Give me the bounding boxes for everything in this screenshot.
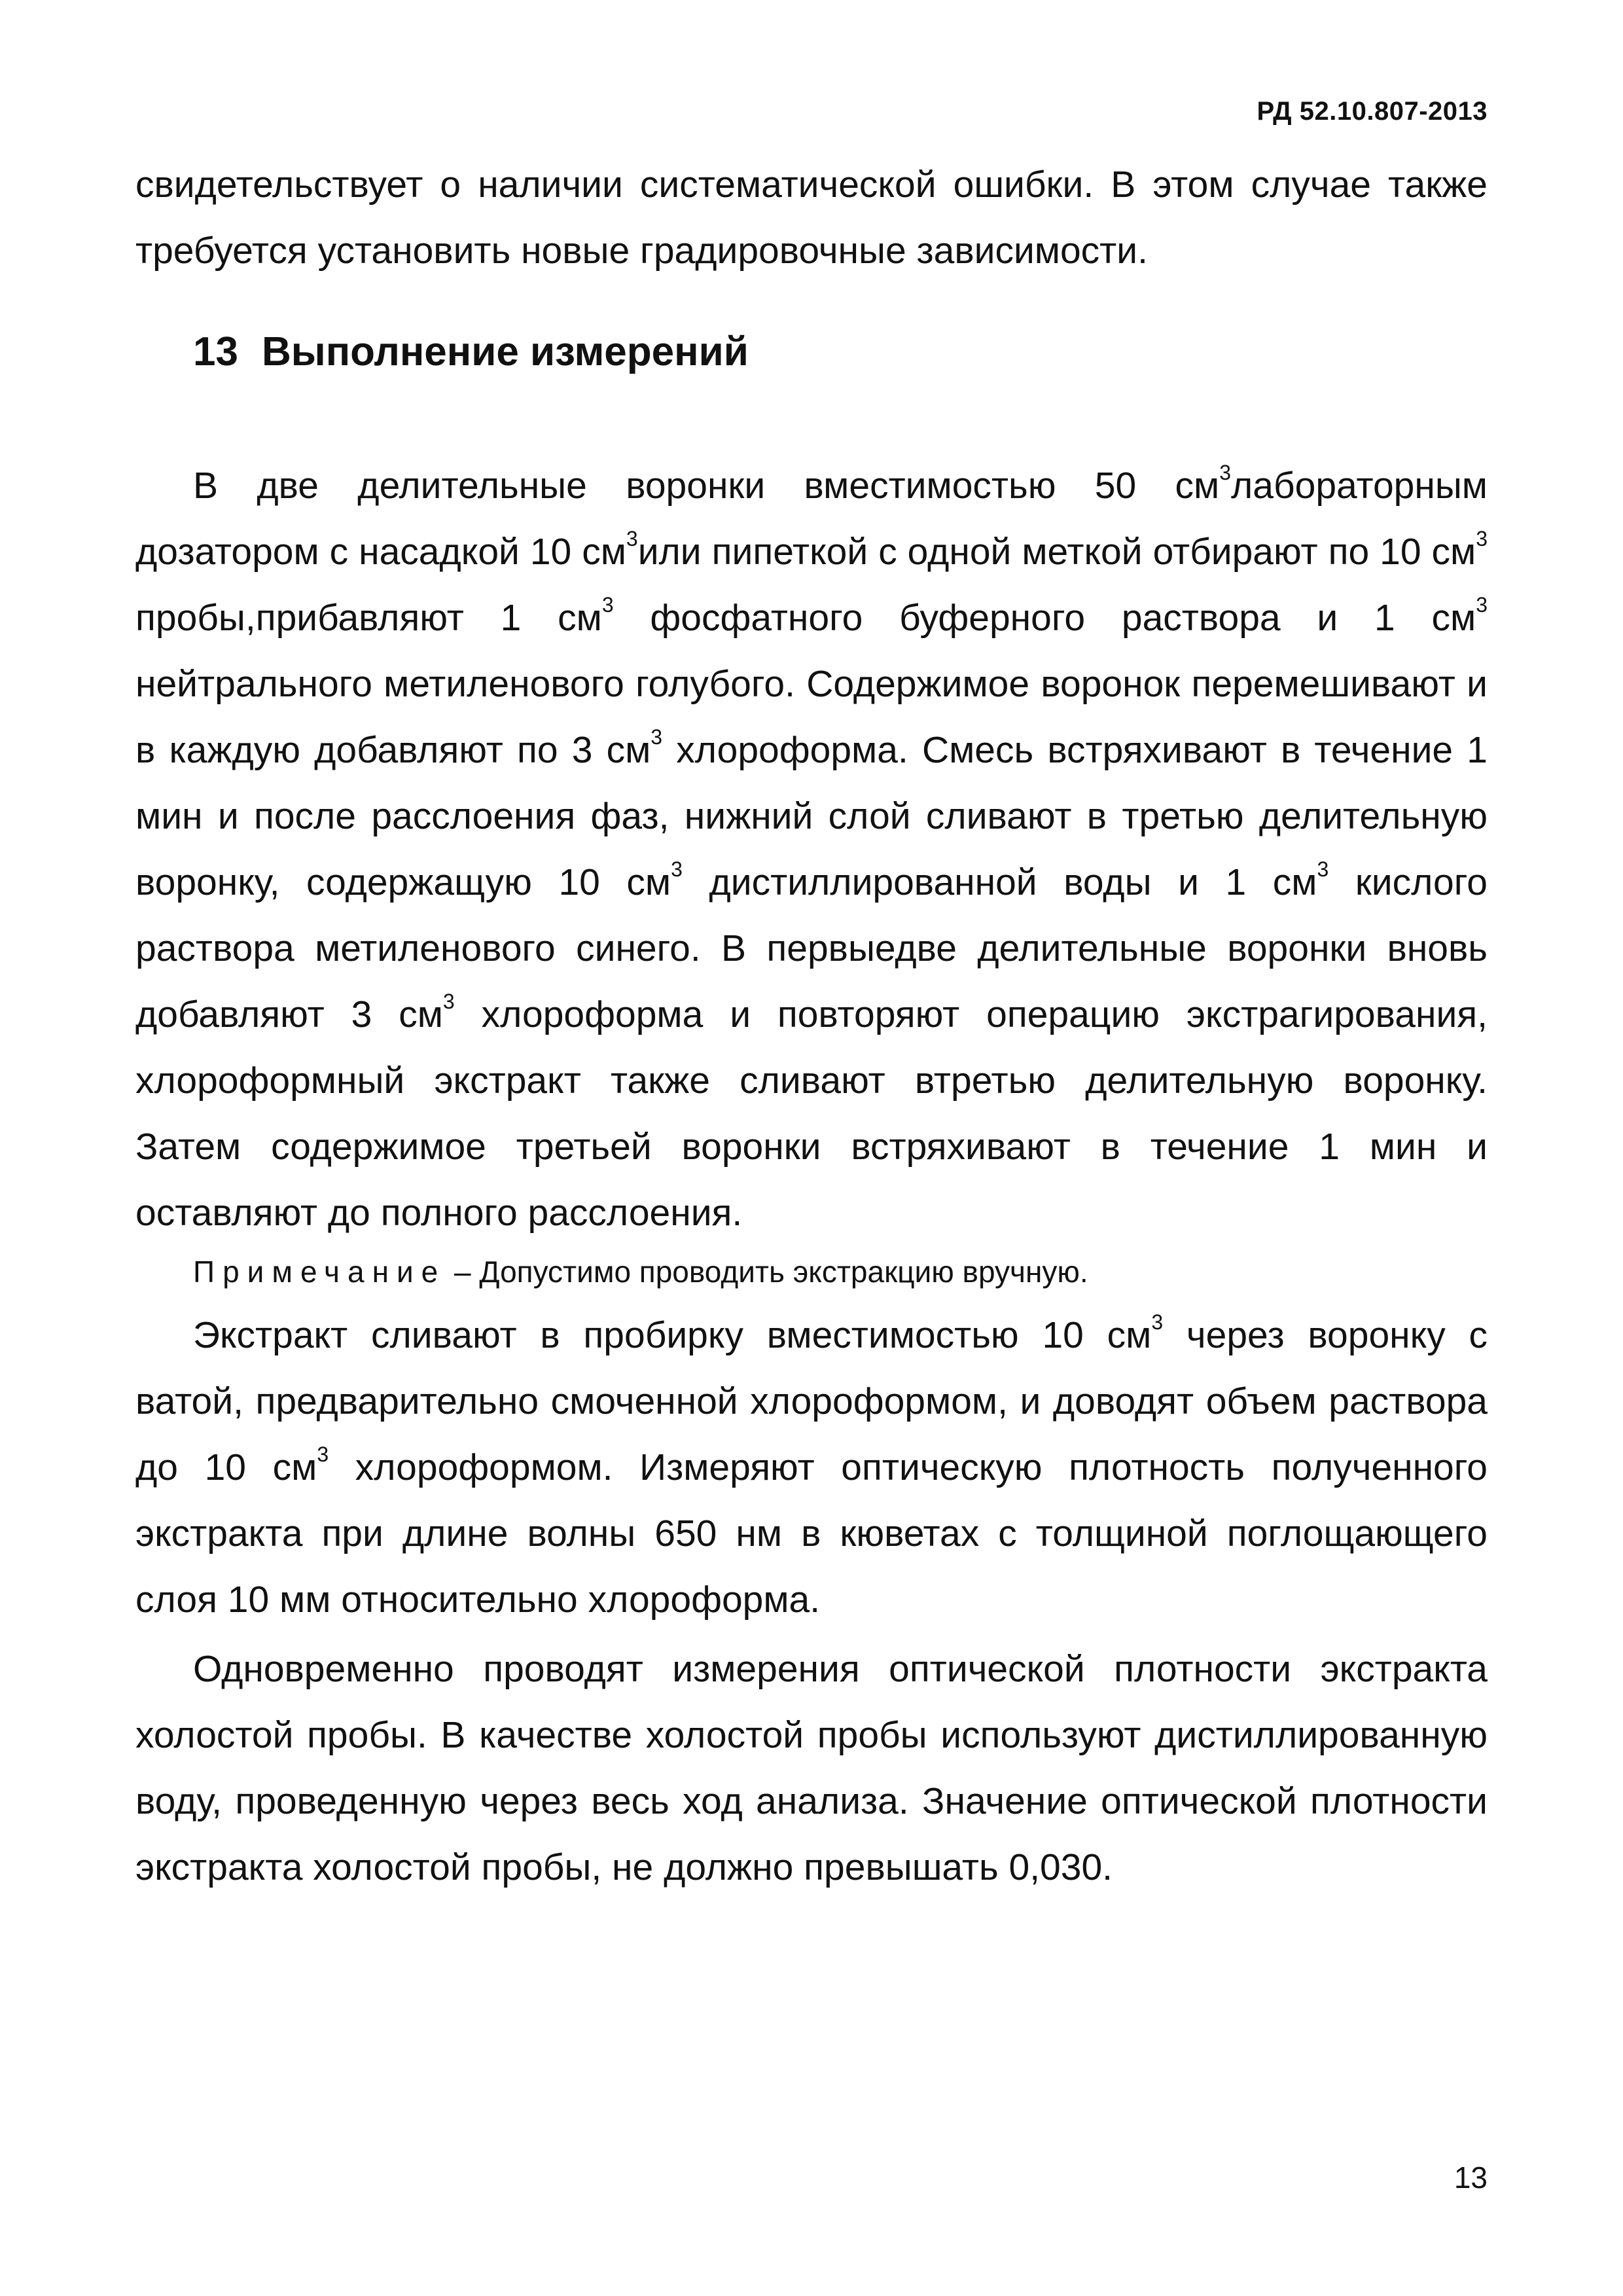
paragraph-procedure <box>135 453 1488 1246</box>
page-number: 13 <box>1454 2161 1488 2195</box>
continuation-paragraph: свидетельствует о наличии систематической ошибки. В этом случае также требуется установить новые градировочные зависимости. <box>135 164 1488 272</box>
paragraph-text: кислого раствора метиленового синего. В первыедве делительные воронки вновь добавляют 3 см <box>135 861 1488 1035</box>
superscript: 3 <box>626 527 638 550</box>
note <box>193 1249 1088 1295</box>
section-title: Выполнение измерений <box>261 329 749 374</box>
note-text: – Допустимо проводить экстракцию вручную. <box>446 1255 1088 1289</box>
superscript: 3 <box>1476 593 1488 617</box>
section-heading <box>193 329 749 375</box>
superscript: 3 <box>1317 857 1329 881</box>
document-code: РД 52.10.807-2013 <box>1257 97 1488 126</box>
superscript: 3 <box>671 857 683 881</box>
paragraph-text: хлороформа и повторяют операцию экстрагирования, хлороформный экстракт также сливают втретью делительную воронку. Затем содержимое третьей воронки встряхивают в течение 1 мин и оставляют до полного расслоения. <box>135 994 1488 1234</box>
superscript: 3 <box>601 593 614 617</box>
paragraph-text: хлороформом. Измеряют оптическую плотность полученного экстракта при длине волны 650 нм в кюветах с толщиной поглощающего слоя 10 мм относительно хлороформа. <box>135 1446 1488 1621</box>
superscript: 3 <box>317 1443 329 1466</box>
paragraph-text: Экстракт сливают в пробирку вместимостью 10 см <box>193 1314 1152 1356</box>
paragraph-extraction <box>135 1302 1488 1633</box>
note-label: Примечание <box>193 1255 446 1289</box>
paragraph-text: через воронку с ватой, предварительно смоченной хлороформом, и доводят объем раствора до 10 см <box>135 1314 1488 1488</box>
paragraph-text: дистиллированной воды и 1 см <box>682 861 1317 903</box>
superscript: 3 <box>651 725 663 749</box>
section-number: 13 <box>193 329 238 374</box>
paragraph-text: хлороформа. Смесь встряхивают в течение 1 мин и после расслоения фаз, нижний слой сливают в третью делительную воронку, содержащую 10 см <box>135 729 1488 903</box>
paragraph-text: или пипеткой с одной меткой отбирают по 10 см <box>637 531 1476 573</box>
superscript: 3 <box>1476 527 1488 550</box>
paragraph-text: лабораторным дозатором с насадкой 10 см <box>135 465 1488 573</box>
paragraph-text: пробы,прибавляют 1 см <box>135 597 602 639</box>
superscript: 3 <box>1219 461 1232 484</box>
superscript: 3 <box>1151 1310 1164 1334</box>
paragraph-blank-sample: Одновременно проводят измерения оптической плотности экстракта холостой пробы. В качестве холостой пробы используют дистиллированную воду, проведенную через весь ход анализа. Значение оптической плотности экстракта холостой пробы, не должно превышать 0,030. <box>135 1648 1488 1888</box>
paragraph-text: нейтрального метиленового голубого. Содержимое воронок перемешивают и в каждую добавляют по 3 см <box>135 663 1488 771</box>
paragraph-text: В две делительные воронки вместимостью 50 см <box>193 465 1220 507</box>
superscript: 3 <box>442 990 455 1013</box>
paragraph-text: фосфатного буферного раствора и 1 см <box>613 597 1476 639</box>
